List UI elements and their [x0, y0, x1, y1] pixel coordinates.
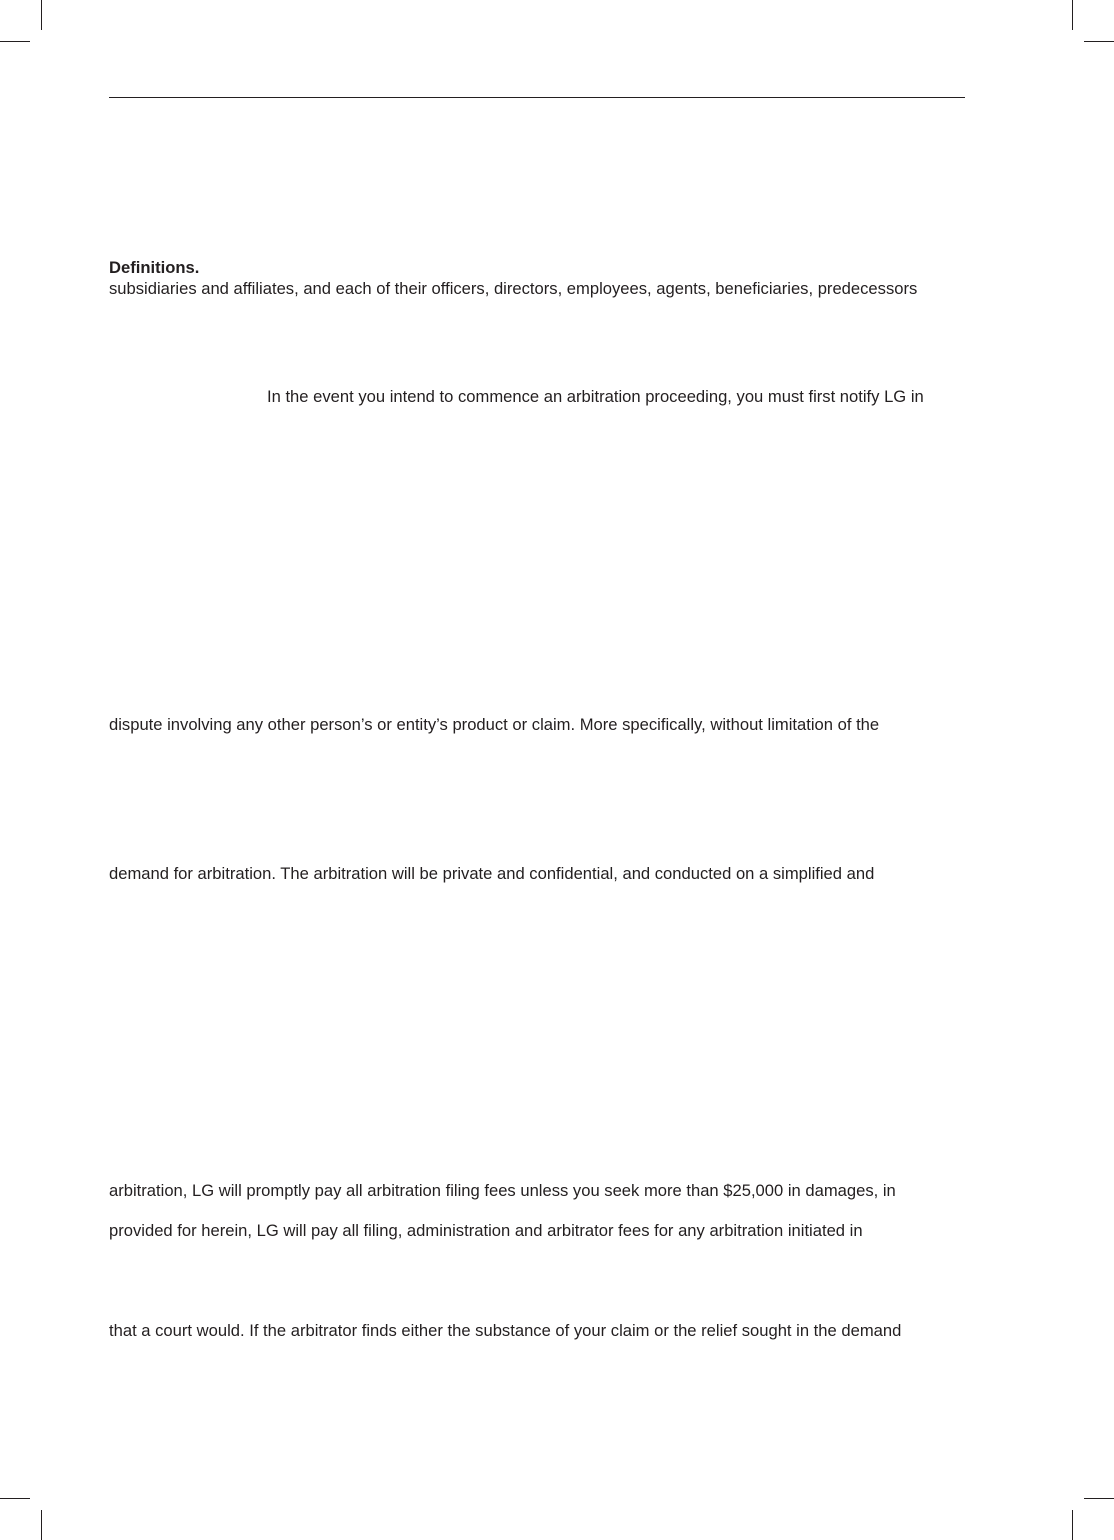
crop-mark-bottom-right-horizontal — [1084, 1498, 1114, 1499]
text-line-5: arbitration, LG will promptly pay all arbitration filing fees unless you seek more than $25,000 in damages, in — [109, 1181, 896, 1200]
text-line-4: demand for arbitration. The arbitration will be private and confidential, and conducted on a simplified and — [109, 864, 875, 883]
crop-mark-top-right-horizontal — [1084, 41, 1114, 42]
crop-mark-bottom-right-vertical — [1072, 1510, 1073, 1540]
crop-mark-bottom-left-horizontal — [0, 1498, 30, 1499]
text-line-3: dispute involving any other person’s or entity’s product or claim. More specifically, without limitation of the — [109, 715, 880, 734]
crop-mark-top-left-vertical — [41, 0, 42, 30]
crop-mark-bottom-left-vertical — [41, 1510, 42, 1540]
text-line-2: In the event you intend to commence an arbitration proceeding, you must first notify LG in — [267, 387, 924, 406]
text-line-1: subsidiaries and affiliates, and each of their officers, directors, employees, agents, beneficiaries, predecessors — [109, 279, 918, 298]
header-rule — [109, 97, 965, 98]
crop-mark-top-right-vertical — [1072, 0, 1073, 30]
section-heading-definitions: Definitions. — [109, 258, 200, 277]
crop-mark-top-left-horizontal — [0, 41, 30, 42]
text-line-7: that a court would. If the arbitrator finds either the substance of your claim or the relief sought in the demand — [109, 1321, 902, 1340]
text-line-6: provided for herein, LG will pay all filing, administration and arbitrator fees for any arbitration initiated in — [109, 1221, 863, 1240]
